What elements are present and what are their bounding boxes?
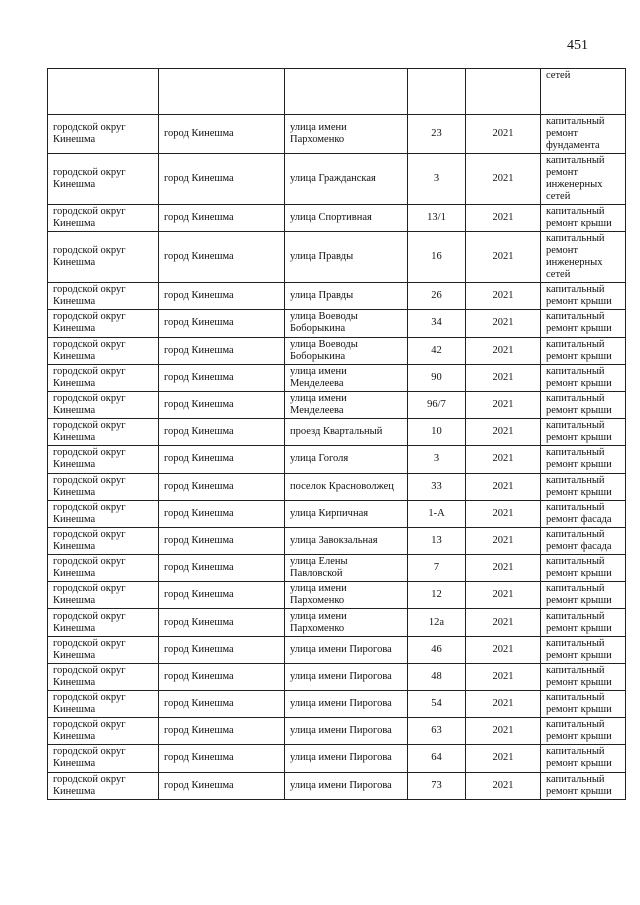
- settlement-cell: город Кинешма: [159, 609, 285, 636]
- table-row: [48, 609, 626, 636]
- table-row: [48, 772, 626, 799]
- street-cell: улица имени Пирогова: [285, 636, 408, 663]
- settlement-cell: город Кинешма: [159, 115, 285, 154]
- street-cell: улица имени Пархоменко: [285, 609, 408, 636]
- work-type-cell: капитальный ремонт крыши: [541, 419, 626, 446]
- work-type-cell: капитальный ремонт крыши: [541, 772, 626, 799]
- work-type-cell: капитальный ремонт инженерных сетей: [541, 232, 626, 283]
- house-number-cell: 16: [408, 232, 466, 283]
- work-type-cell: капитальный ремонт фасада: [541, 500, 626, 527]
- repair-registry-table: [47, 68, 626, 800]
- settlement-cell: город Кинешма: [159, 310, 285, 337]
- table-row: [48, 446, 626, 473]
- house-number-cell: 12: [408, 582, 466, 609]
- house-number-cell: 64: [408, 745, 466, 772]
- table-row: [48, 555, 626, 582]
- year-cell: 2021: [466, 337, 541, 364]
- street-cell: улица Кирпичная: [285, 500, 408, 527]
- work-type-cell: капитальный ремонт крыши: [541, 205, 626, 232]
- house-number-cell: 12а: [408, 609, 466, 636]
- street-cell: [285, 69, 408, 115]
- work-cell: сетей: [541, 69, 626, 115]
- house-number-cell: 96/7: [408, 391, 466, 418]
- work-type-cell: капитальный ремонт крыши: [541, 283, 626, 310]
- street-cell: поселок Красноволжец: [285, 473, 408, 500]
- house-cell: [408, 69, 466, 115]
- table-row: [48, 310, 626, 337]
- house-number-cell: 34: [408, 310, 466, 337]
- settlement-cell: город Кинешма: [159, 772, 285, 799]
- table-row: [48, 154, 626, 205]
- year-cell: 2021: [466, 691, 541, 718]
- municipality-cell: городской округ Кинешма: [48, 691, 159, 718]
- table-row: [48, 205, 626, 232]
- year-cell: 2021: [466, 473, 541, 500]
- municipality-cell: городской округ Кинешма: [48, 337, 159, 364]
- municipality-cell: городской округ Кинешма: [48, 636, 159, 663]
- municipality-cell: городской округ Кинешма: [48, 232, 159, 283]
- year-cell: [466, 69, 541, 115]
- street-cell: улица имени Пирогова: [285, 691, 408, 718]
- street-cell: улица имени Менделеева: [285, 364, 408, 391]
- year-cell: 2021: [466, 283, 541, 310]
- house-number-cell: 54: [408, 691, 466, 718]
- settlement-cell: город Кинешма: [159, 154, 285, 205]
- street-cell: улица имени Менделеева: [285, 391, 408, 418]
- street-cell: улица Завокзальная: [285, 527, 408, 554]
- year-cell: 2021: [466, 115, 541, 154]
- house-number-cell: 23: [408, 115, 466, 154]
- municipality-cell: городской округ Кинешма: [48, 609, 159, 636]
- municipality-cell: городской округ Кинешма: [48, 283, 159, 310]
- table-row: [48, 391, 626, 418]
- work-type-cell: капитальный ремонт крыши: [541, 636, 626, 663]
- house-number-cell: 33: [408, 473, 466, 500]
- year-cell: 2021: [466, 609, 541, 636]
- settlement-cell: город Кинешма: [159, 745, 285, 772]
- table-row: [48, 419, 626, 446]
- settlement-cell: город Кинешма: [159, 283, 285, 310]
- table-row: [48, 232, 626, 283]
- municipality-cell: городской округ Кинешма: [48, 115, 159, 154]
- house-number-cell: 7: [408, 555, 466, 582]
- table-row: [48, 500, 626, 527]
- municipality-cell: городской округ Кинешма: [48, 419, 159, 446]
- settlement-cell: город Кинешма: [159, 718, 285, 745]
- work-type-cell: капитальный ремонт крыши: [541, 391, 626, 418]
- settlement-cell: город Кинешма: [159, 582, 285, 609]
- municipality-cell: городской округ Кинешма: [48, 772, 159, 799]
- house-number-cell: 48: [408, 663, 466, 690]
- house-number-cell: 3: [408, 446, 466, 473]
- street-cell: улица Правды: [285, 283, 408, 310]
- house-number-cell: 46: [408, 636, 466, 663]
- street-cell: улица имени Пирогова: [285, 718, 408, 745]
- settlement-cell: город Кинешма: [159, 473, 285, 500]
- settlement-cell: город Кинешма: [159, 663, 285, 690]
- street-cell: проезд Квартальный: [285, 419, 408, 446]
- municipality-cell: городской округ Кинешма: [48, 527, 159, 554]
- work-type-cell: капитальный ремонт инженерных сетей: [541, 154, 626, 205]
- street-cell: улица Правды: [285, 232, 408, 283]
- work-type-cell: капитальный ремонт крыши: [541, 364, 626, 391]
- municipality-cell: городской округ Кинешма: [48, 555, 159, 582]
- table-row: [48, 582, 626, 609]
- settlement-cell: город Кинешма: [159, 555, 285, 582]
- year-cell: 2021: [466, 500, 541, 527]
- table-row: [48, 337, 626, 364]
- year-cell: 2021: [466, 663, 541, 690]
- municipality-cell: городской округ Кинешма: [48, 718, 159, 745]
- year-cell: 2021: [466, 745, 541, 772]
- work-type-cell: капитальный ремонт крыши: [541, 718, 626, 745]
- year-cell: 2021: [466, 154, 541, 205]
- table-row: [48, 691, 626, 718]
- municipality-cell: городской округ Кинешма: [48, 500, 159, 527]
- work-type-cell: капитальный ремонт фасада: [541, 527, 626, 554]
- street-cell: улица Гражданская: [285, 154, 408, 205]
- work-type-cell: капитальный ремонт фундамента: [541, 115, 626, 154]
- house-number-cell: 26: [408, 283, 466, 310]
- year-cell: 2021: [466, 636, 541, 663]
- house-number-cell: 13/1: [408, 205, 466, 232]
- work-type-cell: капитальный ремонт крыши: [541, 310, 626, 337]
- municipality-cell: городской округ Кинешма: [48, 582, 159, 609]
- year-cell: 2021: [466, 555, 541, 582]
- work-type-cell: капитальный ремонт крыши: [541, 446, 626, 473]
- house-number-cell: 13: [408, 527, 466, 554]
- table-row: [48, 663, 626, 690]
- year-cell: 2021: [466, 582, 541, 609]
- municipality-cell: городской округ Кинешма: [48, 391, 159, 418]
- work-type-cell: капитальный ремонт крыши: [541, 663, 626, 690]
- house-number-cell: 3: [408, 154, 466, 205]
- table-row: [48, 636, 626, 663]
- house-number-cell: 1-А: [408, 500, 466, 527]
- house-number-cell: 63: [408, 718, 466, 745]
- settlement-cell: город Кинешма: [159, 419, 285, 446]
- settlement-cell: город Кинешма: [159, 691, 285, 718]
- municipality-cell: городской округ Кинешма: [48, 310, 159, 337]
- year-cell: 2021: [466, 718, 541, 745]
- street-cell: улица имени Пирогова: [285, 745, 408, 772]
- table-row: [48, 115, 626, 154]
- street-cell: улица Воеводы Боборыкина: [285, 337, 408, 364]
- settlement-cell: город Кинешма: [159, 364, 285, 391]
- work-type-cell: капитальный ремонт крыши: [541, 337, 626, 364]
- house-number-cell: 73: [408, 772, 466, 799]
- settlement-cell: город Кинешма: [159, 500, 285, 527]
- settlement-cell: [159, 69, 285, 115]
- page-number: 451: [567, 38, 588, 53]
- year-cell: 2021: [466, 310, 541, 337]
- municipality-cell: городской округ Кинешма: [48, 205, 159, 232]
- settlement-cell: город Кинешма: [159, 391, 285, 418]
- settlement-cell: город Кинешма: [159, 636, 285, 663]
- house-number-cell: 10: [408, 419, 466, 446]
- table-row: [48, 364, 626, 391]
- house-number-cell: 42: [408, 337, 466, 364]
- settlement-cell: город Кинешма: [159, 337, 285, 364]
- work-type-cell: капитальный ремонт крыши: [541, 555, 626, 582]
- year-cell: 2021: [466, 772, 541, 799]
- street-cell: улица Елены Павловской: [285, 555, 408, 582]
- street-cell: улица Воеводы Боборыкина: [285, 310, 408, 337]
- street-cell: улица имени Пархоменко: [285, 582, 408, 609]
- work-type-cell: капитальный ремонт крыши: [541, 745, 626, 772]
- settlement-cell: город Кинешма: [159, 205, 285, 232]
- year-cell: 2021: [466, 446, 541, 473]
- municipality-cell: [48, 69, 159, 115]
- work-type-cell: капитальный ремонт крыши: [541, 582, 626, 609]
- table-row: [48, 527, 626, 554]
- table-row: [48, 745, 626, 772]
- table-row: [48, 718, 626, 745]
- year-cell: 2021: [466, 364, 541, 391]
- work-type-cell: капитальный ремонт крыши: [541, 609, 626, 636]
- year-cell: 2021: [466, 391, 541, 418]
- year-cell: 2021: [466, 232, 541, 283]
- municipality-cell: городской округ Кинешма: [48, 364, 159, 391]
- street-cell: улица имени Пирогова: [285, 772, 408, 799]
- street-cell: улица имени Пархоменко: [285, 115, 408, 154]
- year-cell: 2021: [466, 205, 541, 232]
- year-cell: 2021: [466, 527, 541, 554]
- table-body: [48, 69, 626, 800]
- street-cell: улица Гоголя: [285, 446, 408, 473]
- municipality-cell: городской округ Кинешма: [48, 446, 159, 473]
- house-number-cell: 90: [408, 364, 466, 391]
- municipality-cell: городской округ Кинешма: [48, 473, 159, 500]
- municipality-cell: городской округ Кинешма: [48, 154, 159, 205]
- work-type-cell: капитальный ремонт крыши: [541, 473, 626, 500]
- work-type-cell: капитальный ремонт крыши: [541, 691, 626, 718]
- municipality-cell: городской округ Кинешма: [48, 745, 159, 772]
- table-row: [48, 283, 626, 310]
- settlement-cell: город Кинешма: [159, 527, 285, 554]
- year-cell: 2021: [466, 419, 541, 446]
- street-cell: улица Спортивная: [285, 205, 408, 232]
- table-row: [48, 473, 626, 500]
- settlement-cell: город Кинешма: [159, 232, 285, 283]
- table-row-continuation: [48, 69, 626, 115]
- settlement-cell: город Кинешма: [159, 446, 285, 473]
- municipality-cell: городской округ Кинешма: [48, 663, 159, 690]
- street-cell: улица имени Пирогова: [285, 663, 408, 690]
